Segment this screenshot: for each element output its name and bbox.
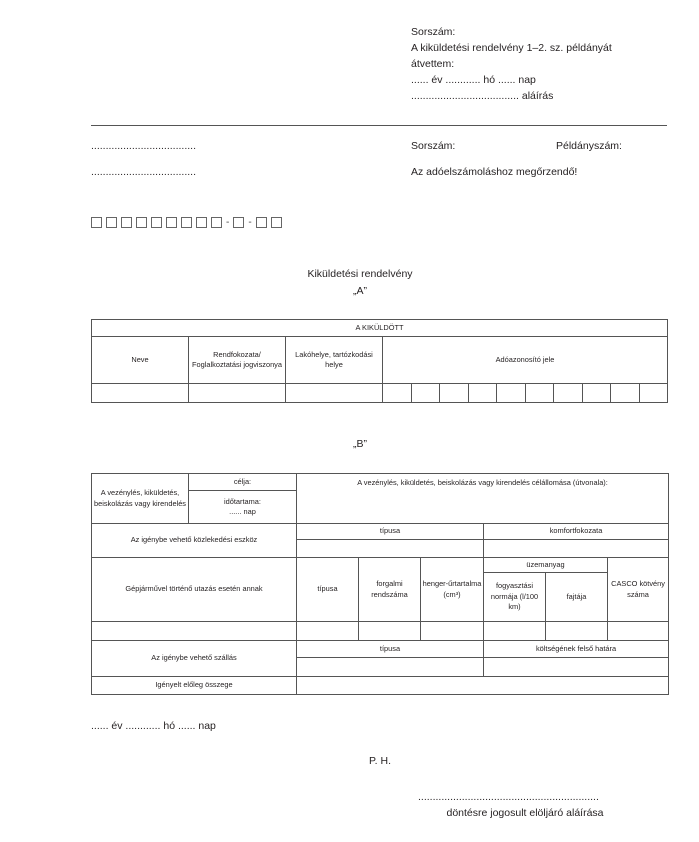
code-box[interactable]: [121, 217, 132, 228]
duration-label: időtartama:: [224, 496, 261, 506]
taxid-cell[interactable]: [383, 384, 412, 403]
section-b-label: „B”: [353, 438, 367, 450]
table-b-assignment: [91, 473, 669, 695]
plate-cell[interactable]: [359, 622, 421, 641]
col-residence-header: Lakóhelye, tartózkodási helye: [286, 337, 383, 384]
code-box[interactable]: [136, 217, 147, 228]
receipt-line1: A kiküldetési rendelvény 1–2. sz. példányát: [411, 42, 612, 54]
col-name-header: Neve: [92, 337, 189, 384]
code-box[interactable]: [181, 217, 192, 228]
cost-limit-cell[interactable]: [484, 658, 669, 677]
consumption-cell[interactable]: [484, 622, 546, 641]
purpose-label[interactable]: célja:: [189, 474, 297, 491]
taxid-cell[interactable]: [497, 384, 526, 403]
comfort-header: komfortfokozata: [484, 524, 669, 540]
cut-line-divider: [91, 125, 667, 126]
document-title: Kiküldetési rendelvény: [307, 268, 413, 280]
left-dots-2[interactable]: ....................................: [91, 166, 197, 178]
plate-header: forgalmi rendszáma: [359, 558, 421, 622]
taxid-cell[interactable]: [554, 384, 583, 403]
advance-cell[interactable]: [297, 677, 669, 695]
destination-label[interactable]: A vezénylés, kiküldetés, beiskolázás vagy kirendelés célállomása (útvonala):: [297, 474, 669, 524]
accommodation-label: Az igénybe vehető szállás: [92, 641, 297, 677]
table-a-heading: A KIKÜLDÖTT: [92, 320, 668, 337]
code-boxes: [91, 217, 286, 228]
receipt-line2: átvettem:: [411, 58, 455, 70]
taxid-cell[interactable]: [582, 384, 611, 403]
advance-label: Igényelt előleg összege: [92, 677, 297, 695]
tax-keep-note: Az adóelszámoláshoz megőrzendő!: [411, 166, 578, 178]
residence-cell[interactable]: [286, 384, 383, 403]
transport-label: Az igénybe vehető közlekedési eszköz: [92, 524, 297, 558]
casco-header: CASCO kötvény száma: [608, 558, 669, 622]
transport-type-cell[interactable]: [297, 540, 484, 558]
rank-cell[interactable]: [189, 384, 286, 403]
col-taxid-header: Adóazonosító jele: [383, 337, 668, 384]
code-box[interactable]: [233, 217, 244, 228]
code-box[interactable]: [106, 217, 117, 228]
signature-caption: döntésre jogosult elöljáró aláírása: [446, 807, 604, 819]
receipt-signature-line[interactable]: ..................................... aláírás: [411, 90, 554, 102]
transport-type-header: típusa: [297, 524, 484, 540]
cylinder-header: henger-űrtartalma (cm³): [421, 558, 484, 622]
code-box[interactable]: [166, 217, 177, 228]
serial-label: Sorszám:: [411, 140, 456, 152]
taxid-cell[interactable]: [611, 384, 640, 403]
table-row: [92, 622, 669, 641]
consumption-header: fogyasztási normája (l/100 km): [484, 573, 546, 622]
table-a-delegate: [91, 319, 668, 403]
duration-days: ...... nap: [229, 507, 256, 516]
signature-dots[interactable]: ..............................................................: [418, 791, 599, 803]
stamp-label: P. H.: [369, 755, 391, 767]
code-separator: -: [226, 217, 230, 228]
vehicle-label: Gépjárművel történő utazás esetén annak: [92, 558, 297, 622]
casco-cell[interactable]: [608, 622, 669, 641]
vehicle-type-cell[interactable]: [297, 622, 359, 641]
taxid-cell[interactable]: [525, 384, 554, 403]
comfort-cell[interactable]: [484, 540, 669, 558]
vehicle-row-label-cell: [92, 622, 297, 641]
fuel-kind-header: fajtája: [546, 573, 608, 622]
code-box[interactable]: [271, 217, 282, 228]
taxid-cell[interactable]: [639, 384, 668, 403]
acc-type-cell[interactable]: [297, 658, 484, 677]
fuel-kind-cell[interactable]: [546, 622, 608, 641]
code-box[interactable]: [256, 217, 267, 228]
section-a-label: „A”: [353, 285, 367, 297]
duration-cell[interactable]: [189, 491, 297, 524]
cost-limit-header: költségének felső határa: [484, 641, 669, 658]
footer-date-line[interactable]: ...... év ............ hó ...... nap: [91, 720, 216, 732]
taxid-cell[interactable]: [440, 384, 469, 403]
name-cell[interactable]: [92, 384, 189, 403]
fuel-header: üzemanyag: [484, 558, 608, 573]
code-box[interactable]: [211, 217, 222, 228]
cylinder-cell[interactable]: [421, 622, 484, 641]
left-dots-1[interactable]: ....................................: [91, 140, 197, 152]
taxid-cell[interactable]: [468, 384, 497, 403]
taxid-cell[interactable]: [411, 384, 440, 403]
receipt-block: [411, 24, 612, 104]
code-box[interactable]: [151, 217, 162, 228]
table-row: [92, 384, 668, 403]
code-box[interactable]: [91, 217, 102, 228]
assignment-label: A vezénylés, kiküldetés, beiskolázás vagy kirendelés: [92, 474, 189, 524]
receipt-date-line[interactable]: ...... év ............ hó ...... nap: [411, 74, 536, 86]
col-rank-header: Rendfokozata/ Foglalkoztatási jogviszonya: [189, 337, 286, 384]
copy-number-label: Példányszám:: [556, 140, 622, 152]
acc-type-header: típusa: [297, 641, 484, 658]
code-separator: -: [248, 217, 252, 228]
code-box[interactable]: [196, 217, 207, 228]
receipt-serial-label: Sorszám:: [411, 26, 456, 38]
vehicle-type-header: típusa: [297, 558, 359, 622]
